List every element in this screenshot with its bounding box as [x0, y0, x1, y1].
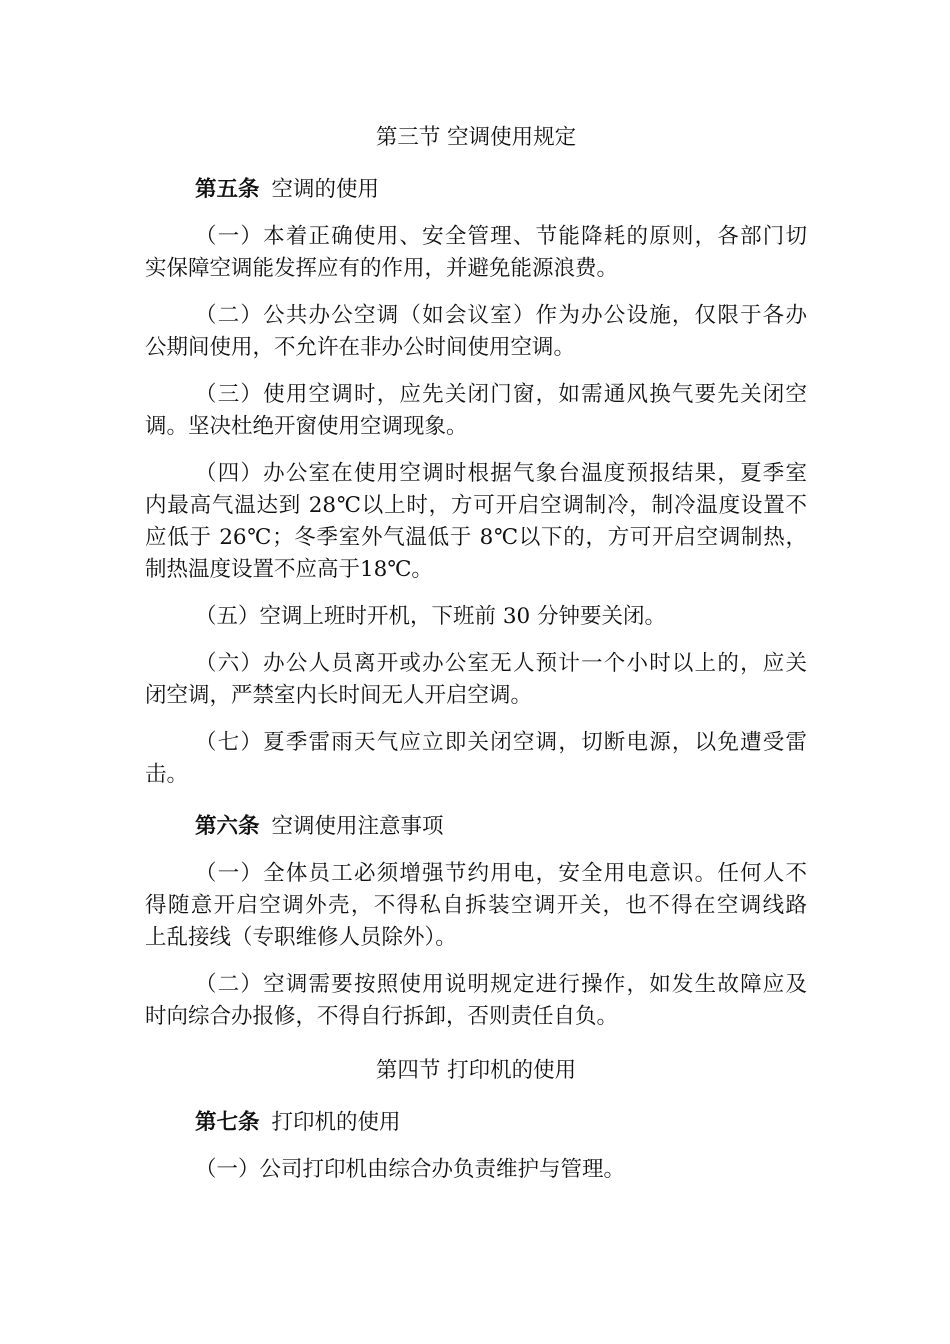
paragraph-line: 内最高气温达到 28℃以上时，方可开启空调制冷，制冷温度设置不	[145, 493, 807, 518]
paragraph	[145, 727, 807, 791]
article-number: 第六条	[195, 814, 260, 839]
article-title: 打印机的使用	[271, 1110, 401, 1135]
paragraph-line: 实保障空调能发挥应有的作用，并避免能源浪费。	[145, 256, 619, 281]
paragraph	[145, 458, 807, 586]
paragraph-line: 击。	[145, 762, 189, 787]
paragraph-line: 公期间使用，不允许在非办公时间使用空调。	[145, 335, 576, 360]
paragraph-line: （一）公司打印机由综合办负责维护与管理。	[195, 1157, 626, 1182]
document-page	[145, 122, 807, 1186]
paragraph	[145, 969, 807, 1033]
article-heading	[145, 811, 807, 843]
article-heading	[145, 174, 807, 206]
paragraph	[145, 858, 807, 954]
paragraph	[145, 379, 807, 443]
paragraph-line: （六）办公人员离开或办公室无人预计一个小时以上的，应关	[195, 651, 807, 676]
paragraph	[145, 221, 807, 285]
paragraph	[145, 1154, 807, 1186]
article-number: 第七条	[195, 1110, 260, 1135]
paragraph-line: （二）空调需要按照使用说明规定进行操作，如发生故障应及	[195, 972, 807, 997]
section-title: 第四节 打印机的使用	[375, 1058, 577, 1083]
paragraph-line: （七）夏季雷雨天气应立即关闭空调，切断电源，以免遭受雷	[195, 730, 807, 755]
article-title: 空调使用注意事项	[271, 814, 444, 839]
article-title: 空调的使用	[271, 177, 380, 202]
paragraph-line: （一）全体员工必须增强节约用电，安全用电意识。任何人不	[195, 861, 807, 886]
paragraph-line: 闭空调，严禁室内长时间无人开启空调。	[145, 683, 533, 708]
article-number: 第五条	[195, 177, 260, 202]
article-heading	[145, 1107, 807, 1139]
paragraph	[145, 601, 807, 633]
paragraph-line: （三）使用空调时，应先关闭门窗，如需通风换气要先关闭空	[195, 382, 807, 407]
paragraph-line: （二）公共办公空调（如会议室）作为办公设施，仅限于各办	[195, 303, 807, 328]
paragraph-line: 得随意开启空调外壳，不得私自拆装空调开关，也不得在空调线路	[145, 893, 807, 918]
paragraph-line: （四）办公室在使用空调时根据气象台温度预报结果，夏季室	[195, 461, 807, 486]
paragraph-line: （五）空调上班时开机，下班前 30 分钟要关闭。	[195, 604, 667, 629]
paragraph-line: 时向综合办报修，不得自行拆卸，否则责任自负。	[145, 1004, 619, 1029]
paragraph	[145, 648, 807, 712]
section-title: 第三节 空调使用规定	[375, 125, 577, 150]
paragraph-line: （一）本着正确使用、安全管理、节能降耗的原则，各部门切	[195, 224, 807, 249]
paragraph-line: 制热温度设置不应高于18℃。	[145, 557, 433, 582]
paragraph-line: 上乱接线（专职维修人员除外）。	[145, 925, 457, 950]
paragraph-line: 调。坚决杜绝开窗使用空调现象。	[145, 414, 468, 439]
paragraph-line: 应低于 26℃；冬季室外气温低于 8℃以下的，方可开启空调制热，	[145, 525, 807, 550]
paragraph	[145, 300, 807, 364]
